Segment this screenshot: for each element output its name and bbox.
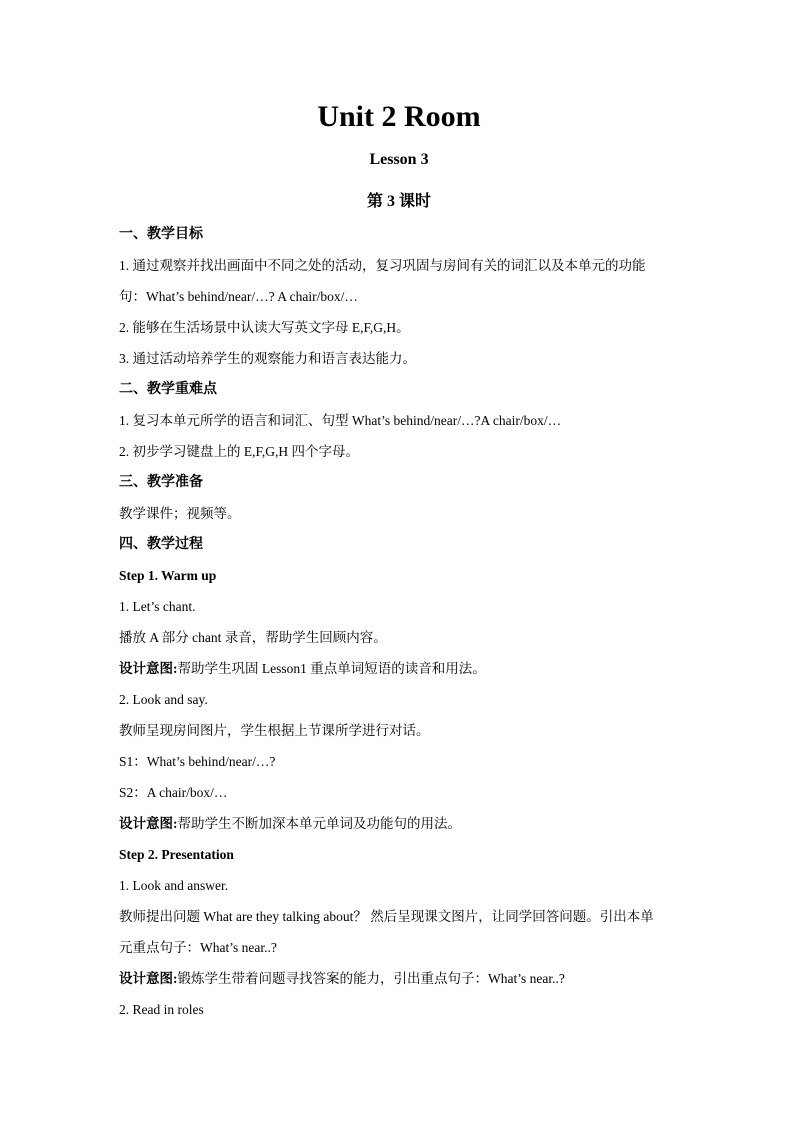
step-1-intent-2 [119, 808, 679, 839]
page-title: Unit 2 Room [317, 100, 481, 133]
intent-text: 帮助学生不断加深本单元单词及功能句的用法。 [177, 816, 461, 831]
step-1-intent-1 [119, 653, 679, 684]
intent-label: 设计意图: [119, 661, 178, 676]
step-2-item-2: 2. Read in roles [119, 1002, 204, 1017]
step-2-item-1: 1. Look and answer. [119, 878, 229, 893]
step-1-dialog-2: S2：A chair/box/… [119, 785, 228, 800]
lesson-subtitle: Lesson 3 [369, 151, 429, 168]
keypoint-2: 2. 初步学习键盘上的 E,F,G,H 四个字母。 [119, 444, 360, 459]
step-2-item-1-text-1: 教师提出问题 What are they talking about？ 然后呈现课文图片，让同学回答问题。引出本单 [119, 909, 654, 924]
intent-label: 设计意图: [119, 971, 178, 986]
intent-label: 设计意图: [119, 816, 178, 831]
step-1-item-2: 2. Look and say. [119, 692, 208, 707]
keypoint-1: 1. 复习本单元所学的语言和词汇、句型 What’s behind/near/…?A chair/box/… [119, 413, 562, 428]
step-1-heading: Step 1. Warm up [119, 568, 217, 583]
keypoints-heading: 二、教学重难点 [119, 382, 217, 397]
intent-text: 帮助学生巩固 Lesson1 重点单词短语的读音和用法。 [177, 661, 486, 676]
step-1-dialog-1: S1：What’s behind/near/…? [119, 754, 276, 769]
step-2-intent-1 [119, 963, 679, 994]
objective-3: 3. 通过活动培养学生的观察能力和语言表达能力。 [119, 351, 416, 366]
prep-heading: 三、教学准备 [119, 475, 203, 490]
period-subtitle: 第 3 课时 [366, 193, 431, 210]
step-2-heading: Step 2. Presentation [119, 847, 234, 862]
step-2-item-1-text-2: 元重点句子：What’s near..? [119, 940, 277, 955]
prep-text: 教学课件；视频等。 [119, 506, 241, 521]
step-1-item-1-text: 播放 A 部分 chant 录音，帮助学生回顾内容。 [119, 630, 387, 645]
step-1-item-1: 1. Let’s chant. [119, 599, 196, 614]
document-body [119, 95, 679, 1025]
process-heading: 四、教学过程 [119, 537, 203, 552]
intent-text: 锻炼学生带着问题寻找答案的能力，引出重点句子：What’s near..? [177, 971, 565, 986]
step-1-item-2-text: 教师呈现房间图片，学生根据上节课所学进行对话。 [119, 723, 430, 738]
objective-1-line-2: 句：What’s behind/near/…? A chair/box/… [119, 289, 358, 304]
objective-1-line-1: 1. 通过观察并找出画面中不同之处的活动，复习巩固与房间有关的词汇以及本单元的功能 [119, 258, 646, 273]
objective-2: 2. 能够在生活场景中认读大写英文字母 E,F,G,H。 [119, 320, 410, 335]
objectives-heading: 一、教学目标 [119, 227, 203, 242]
